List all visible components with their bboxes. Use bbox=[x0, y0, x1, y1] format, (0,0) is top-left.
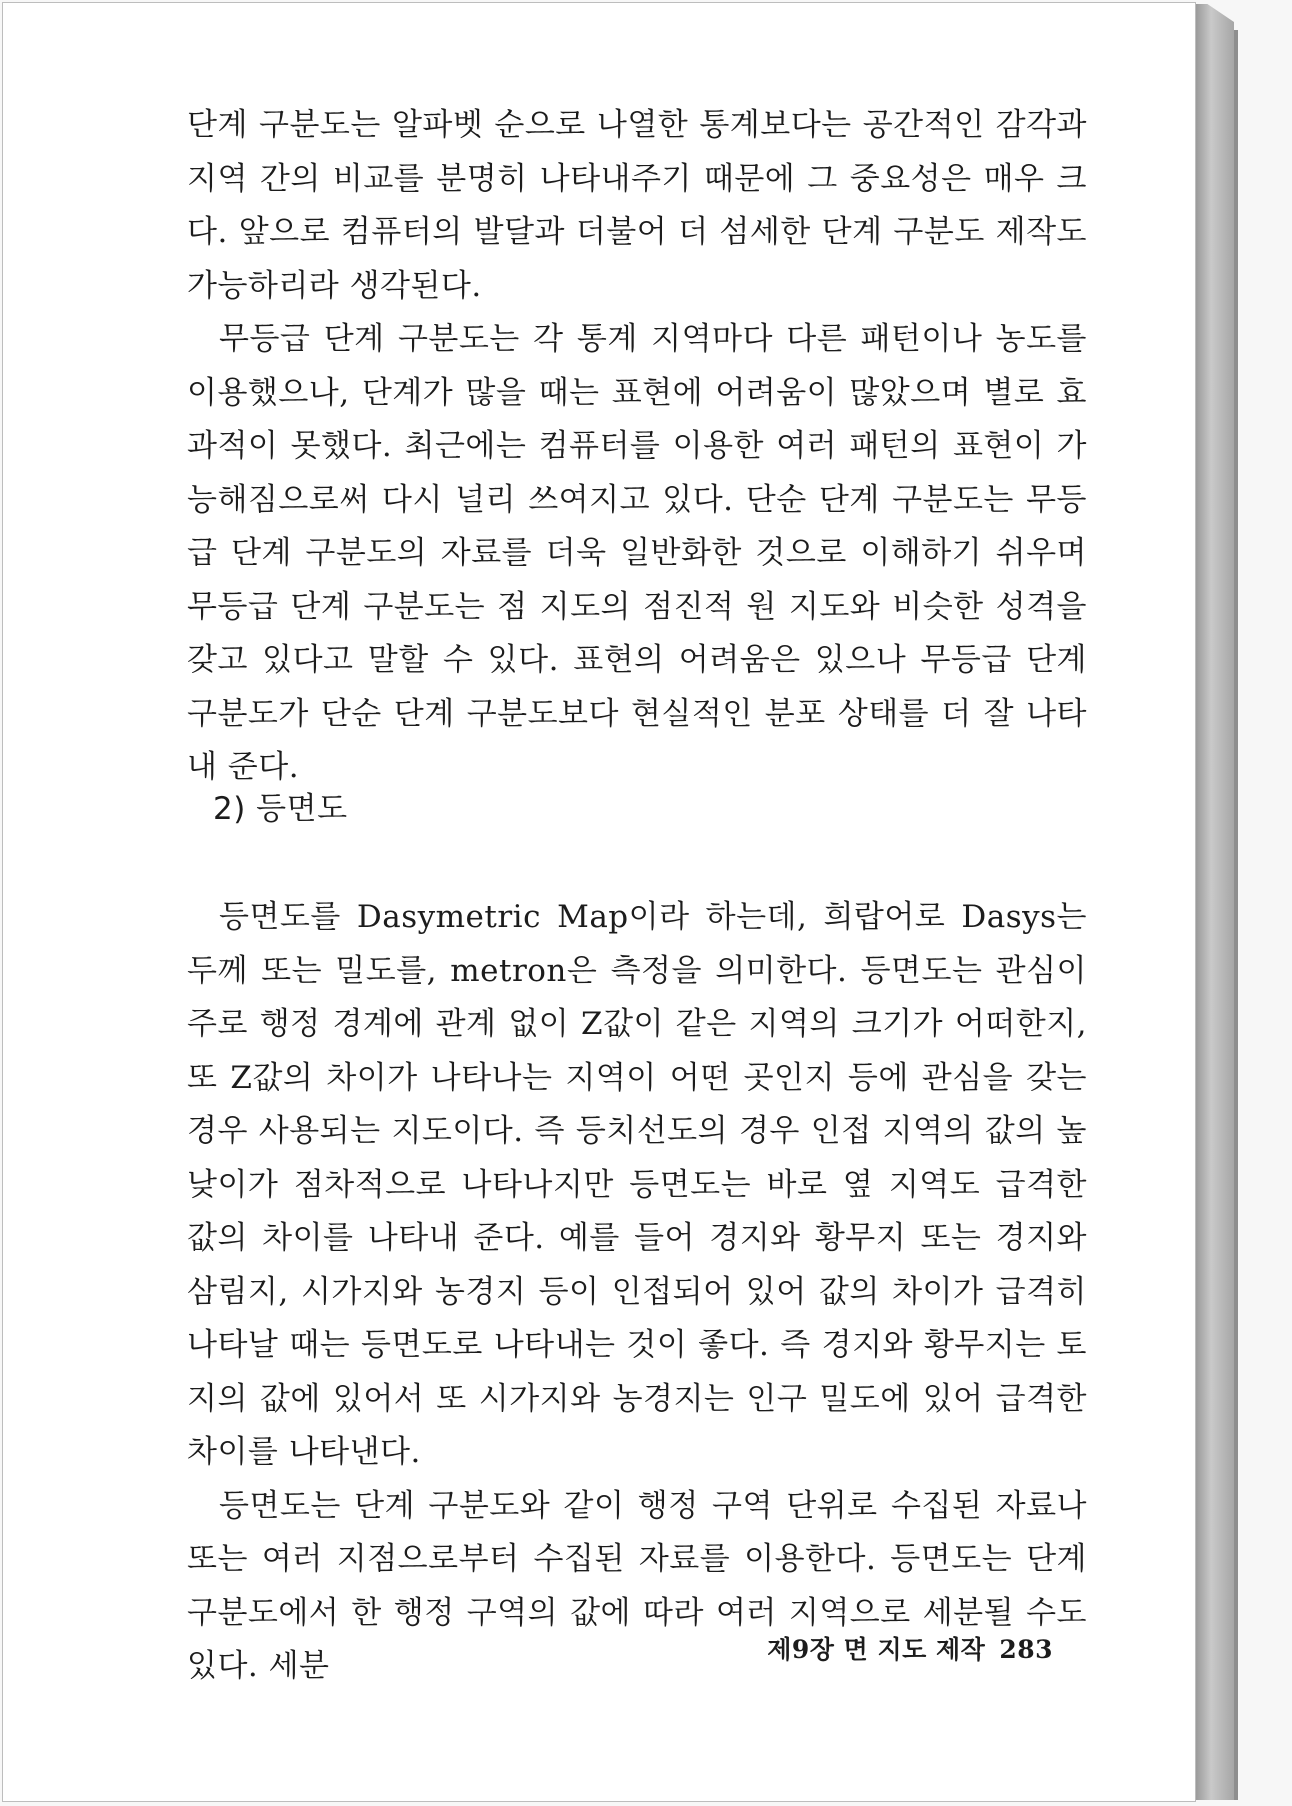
paragraph-4: 등면도는 단계 구분도와 같이 행정 구역 단위로 수집된 자료나 또는 여러 지점으로부터 수집된 자료를 이용한다. 등면도는 단계 구분도에서 한 행정 구역의 값에 따라 여러 지역으로 세분될 수도 있다. 세분 bbox=[187, 1487, 1087, 1684]
page-number: 283 bbox=[999, 1635, 1053, 1664]
paragraph-3: 등면도를 Dasymetric Map이라 하는데, 희랍어로 Dasys는 두께 또는 밀도를, metron은 측정을 의미한다. 등면도는 관심이 주로 행정 경계에 관계 없이 Z값이 같은 지역의 크기가 어떠한지, 또 Z값의 차이가 나타나는 지역이 어떤 곳인지 등에 관심을 갖는 경우 사용되는 지도이다. 즉 등치선도의 경우 인접 지역의 값의 높낮이가 점차적으로 나타나지만 등면도는 바로 옆 지역도 급격한 값의 차이를 나타내 준다. 예를 들어 경지와 황무지 또는 경지와 삼림지, 시가지와 농경지 등이 인접되어 있어 값의 차이가 급격히 나타날 때는 등면도로 나타내는 것이 좋다. 즉 경지와 황무지는 토지의 값에 있어서 또 시가지와 농경지는 인구 밀도에 있어 급격한 차이를 나타낸다. bbox=[187, 899, 1087, 1470]
chapter-title: 제9장 면 지도 제작 bbox=[767, 1635, 986, 1664]
paragraph-1: 단계 구분도는 알파벳 순으로 나열한 통계보다는 공간적인 감각과 지역 간의 비교를 분명히 나타내주기 때문에 그 중요성은 매우 크다. 앞으로 컴퓨터의 발달과 더불어 더 섬세한 단계 구분도 제작도 가능하리라 생각된다. bbox=[187, 107, 1087, 304]
bottom-text-block bbox=[187, 891, 1087, 1694]
paragraph-2: 무등급 단계 구분도는 각 통계 지역마다 다른 패턴이나 농도를 이용했으나, 단계가 많을 때는 표현에 어려움이 많았으며 별로 효과적이 못했다. 최근에는 컴퓨터를 이용한 여러 패턴의 표현이 가능해짐으로써 다시 널리 쓰여지고 있다. 단순 단계 구분도는 무등급 단계 구분도의 자료를 더욱 일반화한 것으로 이해하기 쉬우며 무등급 단계 구분도는 점 지도의 점진적 원 지도와 비슷한 성격을 갖고 있다고 말할 수 있다. 표현의 어려움은 있으나 무등급 단계 구분도가 단순 단계 구분도보다 현실적인 분포 상태를 더 잘 나타내 준다. bbox=[187, 321, 1087, 785]
top-text-block bbox=[187, 99, 1087, 795]
section-heading: 2) 등면도 bbox=[213, 791, 348, 827]
page-footer bbox=[767, 1630, 1053, 1666]
book-page bbox=[2, 2, 1196, 1802]
page-edge bbox=[1196, 4, 1234, 1800]
